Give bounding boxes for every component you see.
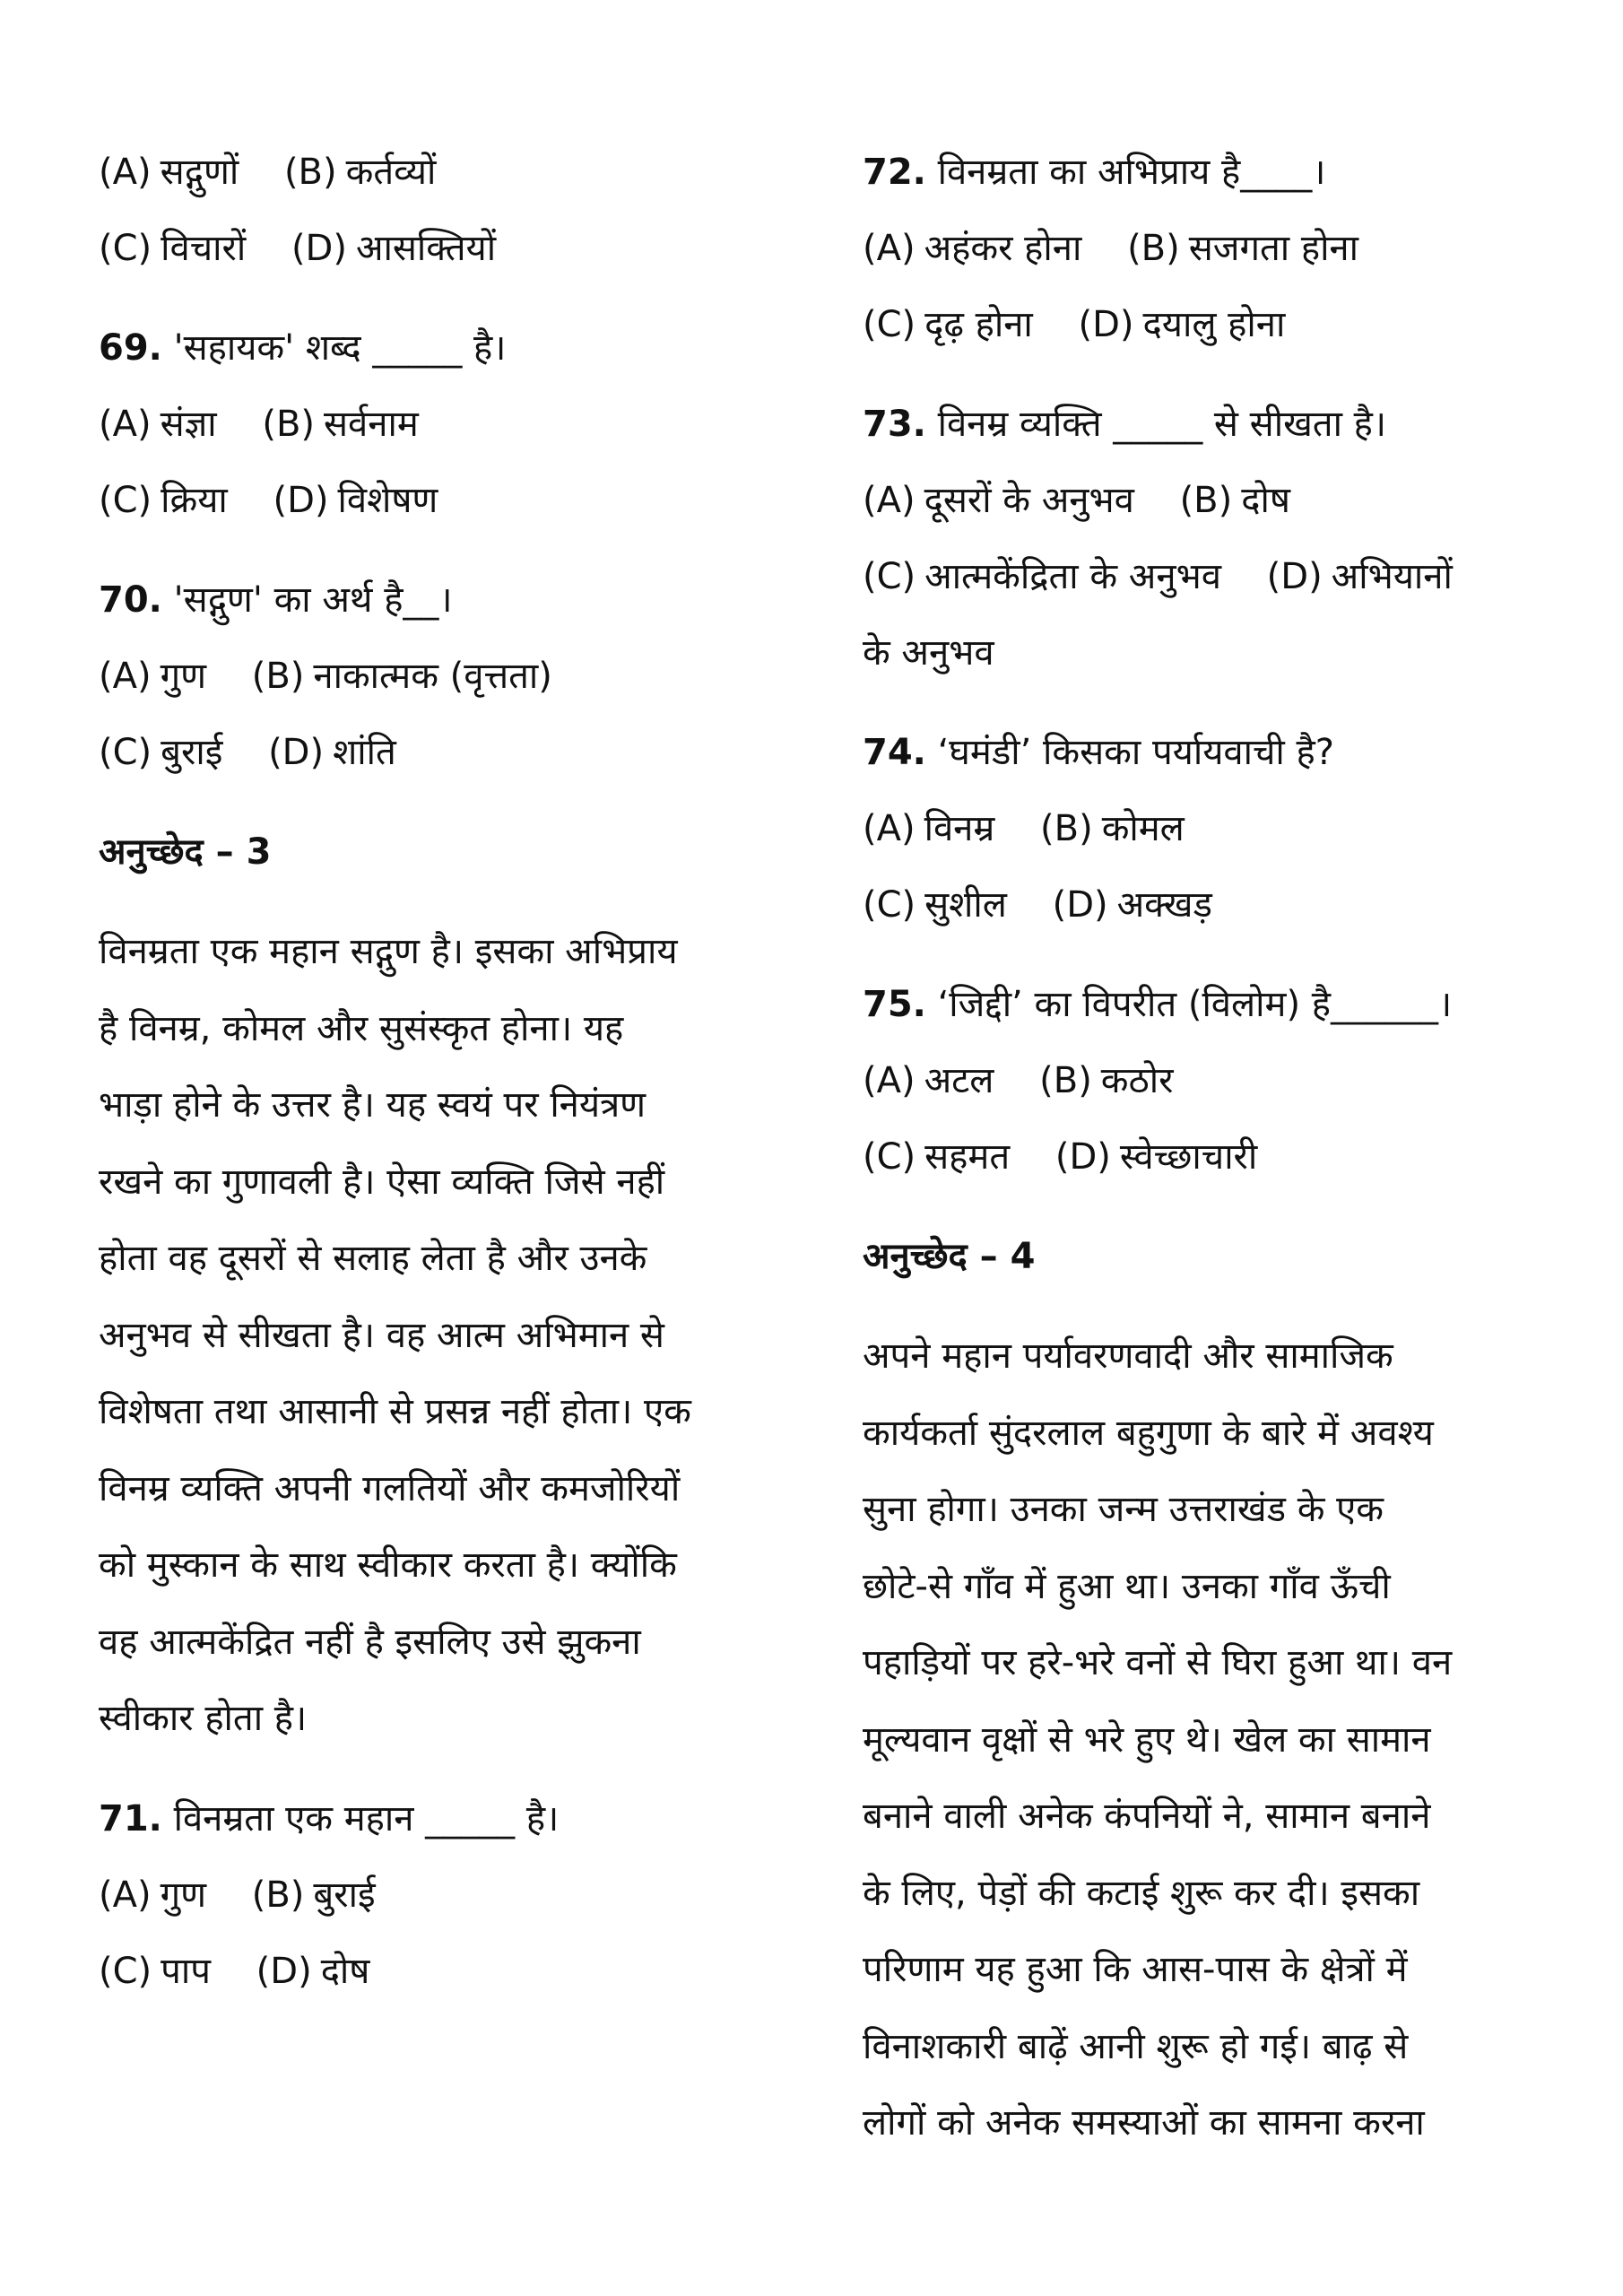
option-c: (C) क्रिया	[99, 480, 228, 521]
question-number: 70.	[99, 579, 162, 621]
section-3-passage	[99, 914, 780, 1758]
question-text: विनम्रता एक महान _____ है।	[173, 1797, 560, 1839]
spacer	[99, 1758, 780, 1781]
spacer	[863, 1196, 1544, 1219]
question-69-title	[99, 310, 780, 387]
question-73-title	[863, 387, 1544, 463]
question-text: 'सद्गुण' का अर्थ है__।	[173, 579, 453, 621]
option-a: (A) अटल	[863, 1060, 994, 1101]
spacer	[863, 363, 1544, 387]
option-b: (B) बुराई	[251, 1874, 376, 1916]
passage-line: स्वीकार होता है।	[99, 1698, 308, 1739]
spacer	[863, 691, 1544, 715]
passage-line: अनुभव से सीखता है। वह आत्म अभिमान से	[99, 1314, 664, 1356]
question-71-options-row-1	[99, 1857, 780, 1934]
option-d: (D) शांति	[268, 732, 396, 773]
option-c: (C) बुराई	[99, 732, 223, 773]
section-4-passage	[863, 1318, 1544, 2162]
passage-line: अपने महान पर्यावरणवादी और सामाजिक	[863, 1335, 1393, 1377]
option-c: (C) सहमत	[863, 1136, 1011, 1178]
question-72-options-row-2	[863, 287, 1544, 363]
question-74-options-row-2	[863, 867, 1544, 944]
option-b: (B) कर्तव्यों	[283, 152, 437, 193]
passage-line: रखने का गुणावली है। ऐसा व्यक्ति जिसे नहीं	[99, 1161, 665, 1203]
option-a: (A) अहंकर होना	[863, 228, 1082, 269]
question-number: 71.	[99, 1797, 162, 1839]
question-69-options-row-2	[99, 463, 780, 539]
right-column	[863, 135, 1544, 2162]
passage-line: बनाने वाली अनेक कंपनियों ने, सामान बनाने	[863, 1796, 1431, 1837]
passage-line: के लिए, पेड़ों की कटाई शुरू कर दी। इसका	[863, 1872, 1420, 1914]
question-68-options-row-1	[99, 135, 780, 211]
option-c: (C) पाप	[99, 1950, 211, 1992]
question-72-title	[863, 135, 1544, 211]
passage-line: को मुस्कान के साथ स्वीकार करता है। क्योंकि	[99, 1544, 677, 1586]
question-number: 69.	[99, 327, 162, 369]
option-d: (D) अभियानों	[1266, 556, 1453, 597]
question-text: ‘जिद्दी’ का विपरीत (विलोम) है______।	[937, 984, 1453, 1025]
passage-line: कार्यकर्ता सुंदरलाल बहुगुणा के बारे में अवश्य	[863, 1412, 1434, 1454]
question-text: 'सहायक' शब्द _____ है।	[173, 327, 507, 369]
passage-line: है विनम्र, कोमल और सुसंस्कृत होना। यह	[99, 1007, 624, 1049]
question-75-title	[863, 967, 1544, 1043]
passage-line: सुना होगा। उनका जन्म उत्तराखंड के एक	[863, 1489, 1384, 1530]
question-70-options-row-2	[99, 715, 780, 791]
option-d: (D) आसक्तियों	[291, 228, 497, 269]
question-74-title	[863, 715, 1544, 791]
question-68-options-row-2	[99, 211, 780, 287]
option-b: (B) सर्वनाम	[262, 404, 419, 445]
passage-line: लोगों को अनेक समस्याओं का सामना करना	[863, 2102, 1425, 2144]
spacer	[99, 791, 780, 814]
option-d: (D) विशेषण	[273, 480, 438, 521]
left-column	[99, 135, 780, 2010]
option-a: (A) गुण	[99, 656, 207, 697]
passage-line: भाड़ा होने के उत्तर है। यह स्वयं पर नियंत्रण	[99, 1084, 647, 1126]
spacer	[99, 539, 780, 562]
question-number: 74.	[863, 732, 926, 773]
passage-line: विनम्रता एक महान सद्गुण है। इसका अभिप्राय	[99, 931, 678, 972]
question-text: ‘घमंडी’ किसका पर्यायवाची है?	[937, 732, 1334, 773]
option-d: (D) स्वेच्छाचारी	[1055, 1136, 1258, 1178]
option-a: (A) विनम्र	[863, 808, 995, 849]
option-b: (B) दोष	[1179, 480, 1290, 521]
passage-line: वह आत्मकेंद्रित नहीं है इसलिए उसे झुकना	[99, 1621, 641, 1663]
passage-line: विशेषता तथा आसानी से प्रसन्न नहीं होता। एक	[99, 1391, 691, 1432]
section-3-heading: अनुच्छेद – 3	[99, 831, 272, 873]
question-75-options-row-2	[863, 1119, 1544, 1196]
option-d: (D) दोष	[256, 1950, 370, 1992]
question-72-options-row-1	[863, 211, 1544, 287]
question-number: 72.	[863, 152, 926, 193]
question-69-options-row-1	[99, 387, 780, 463]
spacer	[99, 891, 780, 914]
spacer	[99, 287, 780, 310]
option-b: (B) कठोर	[1039, 1060, 1174, 1101]
option-c: (C) विचारों	[99, 228, 247, 269]
question-71-options-row-2	[99, 1934, 780, 2010]
passage-line: होता वह दूसरों से सलाह लेता है और उनके	[99, 1238, 647, 1279]
passage-line: विनम्र व्यक्ति अपनी गलतियों और कमजोरियों	[99, 1467, 681, 1509]
passage-line: विनाशकारी बाढ़ें आनी शुरू हो गई। बाढ़ से	[863, 2025, 1409, 2067]
question-70-options-row-1	[99, 639, 780, 715]
option-d: (D) अक्खड़	[1052, 884, 1212, 926]
question-text: विनम्र व्यक्ति _____ से सीखता है।	[937, 404, 1387, 445]
passage-line: परिणाम यह हुआ कि आस-पास के क्षेत्रों में	[863, 1949, 1408, 1990]
option-b: (B) सजगता होना	[1127, 228, 1358, 269]
passage-line: पहाड़ियों पर हरे-भरे वनों से घिरा हुआ था। वन	[863, 1642, 1453, 1683]
section-4-heading: अनुच्छेद – 4	[863, 1236, 1036, 1277]
question-number: 73.	[863, 404, 926, 445]
spacer	[863, 944, 1544, 967]
option-a: (A) गुण	[99, 1874, 207, 1916]
question-number: 75.	[863, 984, 926, 1025]
question-73-option-d-continuation: के अनुभव	[863, 632, 994, 674]
option-c: (C) दृढ़ होना	[863, 304, 1033, 345]
question-70-title	[99, 562, 780, 639]
option-a: (A) संज्ञा	[99, 404, 217, 445]
question-73-options-row-1	[863, 463, 1544, 539]
question-71-title	[99, 1781, 780, 1857]
option-b: (B) नाकात्मक (वृत्तता)	[251, 656, 552, 697]
question-text: विनम्रता का अभिप्राय है____।	[937, 152, 1326, 193]
passage-line: छोटे-से गाँव में हुआ था। उनका गाँव ऊँची	[863, 1565, 1391, 1607]
question-75-options-row-1	[863, 1043, 1544, 1119]
option-c: (C) आत्मकेंद्रिता के अनुभव	[863, 556, 1221, 597]
option-a: (A) सद्गुणों	[99, 152, 239, 193]
option-b: (B) कोमल	[1040, 808, 1185, 849]
question-73-options-row-2	[863, 539, 1544, 615]
passage-line: मूल्यवान वृक्षों से भरे हुए थे। खेल का सामान	[863, 1718, 1431, 1761]
option-d: (D) दयालु होना	[1078, 304, 1286, 345]
option-c: (C) सुशील	[863, 884, 1007, 926]
option-a: (A) दूसरों के अनुभव	[863, 480, 1134, 521]
question-74-options-row-1	[863, 791, 1544, 867]
spacer	[863, 1295, 1544, 1318]
